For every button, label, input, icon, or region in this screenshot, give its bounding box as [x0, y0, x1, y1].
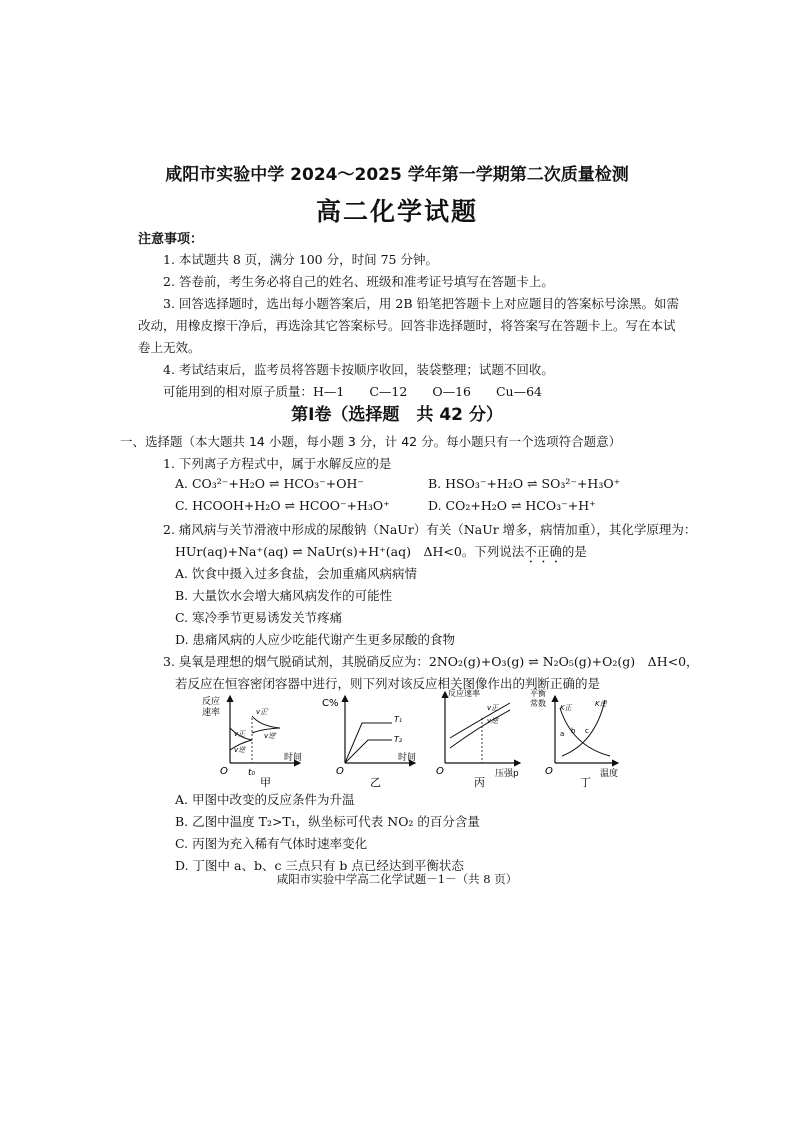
yi-t1-curve: [345, 723, 392, 763]
yi-origin: O: [336, 766, 344, 777]
bing-origin: O: [436, 766, 444, 777]
ding-xlabel: 温度: [600, 769, 619, 779]
note-item: 2. 答卷前，考生务必将自己的姓名、班级和准考证号填写在答题卡上。: [163, 274, 554, 289]
q2-option-b: B. 大量饮水会增大痛风病发作的可能性: [175, 588, 393, 603]
q3-stem-2: 若反应在恒容密闭容器中进行，则下列对该反应相关图像作出的判断正确的是: [175, 676, 601, 691]
graph-jia: [202, 695, 302, 788]
school-exam-title: 咸阳市实验中学 2024～2025 学年第一学期第二次质量检测: [165, 165, 629, 185]
bing-caption: 丙: [474, 776, 485, 788]
ding-point-a: a: [560, 730, 565, 738]
q2-option-c: C. 寒冷季节更易诱发关节疼痛: [175, 610, 343, 625]
ding-caption: 丁: [580, 776, 591, 788]
ding-origin: O: [545, 766, 553, 777]
jia-ylabel-2: 速率: [202, 708, 221, 718]
q1-option-b: B. HSO₃⁻+H₂O ⇌ SO₃²⁻+H₃O⁺: [428, 476, 621, 491]
ding-ylabel-2: 常数: [530, 699, 546, 708]
q3-stem: 3. 臭氧是理想的烟气脱硝试剂，其脱硝反应为：2NO₂(g)+O₃(g) ⇌ N₂O₅(g)+O₂(g) ΔH<0，: [163, 654, 699, 669]
jia-xlabel: 时间: [284, 753, 303, 763]
atomic-masses: 可能用到的相对原子质量：H—1 C—12 O—16 Cu—64: [163, 384, 542, 399]
part-heading: 一、选择题（本大题共 14 小题，每小题 3 分，计 42 分。每小题只有一个选项符合题意）: [120, 434, 622, 449]
q2-emphasis: 不正确: [524, 544, 562, 559]
ding-k-ni: K逆: [595, 700, 607, 708]
bing-v-zheng-curve: [450, 703, 510, 738]
jia-caption: 甲: [260, 776, 271, 788]
jia-v-zheng2-curve: [252, 716, 280, 728]
yi-xlabel: 时间: [398, 753, 417, 763]
q2-equation: [175, 542, 587, 566]
bing-ylabel: 反应速率: [448, 689, 480, 698]
q2-equation-tail: 的是: [561, 544, 587, 559]
q1-option-a: A. CO₃²⁻+H₂O ⇌ HCO₃⁻+OH⁻: [175, 476, 365, 491]
yi-ylabel: C%: [322, 698, 339, 709]
jia-origin: O: [220, 766, 228, 777]
bing-v-ni-curve: [450, 710, 510, 748]
page-footer: 咸阳市实验中学高二化学试题－1－（共 8 页）: [276, 872, 518, 886]
ding-point-c: c: [585, 727, 589, 735]
note-item: 改动，用橡皮擦干净后，再选涂其它答案标号。回答非选择题时，将答案写在答题卡上。写在本试: [138, 318, 676, 333]
yi-t1: T₁: [394, 715, 403, 724]
notes-heading: 注意事项：: [138, 232, 204, 247]
note-item: 卷上无效。: [138, 340, 201, 355]
yi-t2-curve: [345, 740, 392, 763]
q3-graphs: [200, 688, 620, 788]
section-heading: 第Ⅰ卷（选择题 共 42 分）: [291, 405, 503, 425]
q2-option-a: A. 饮食中摄入过多食盐，会加重痛风病病情: [175, 566, 417, 581]
q3-option-c: C. 丙图为充入稀有气体时速率变化: [175, 836, 368, 851]
jia-v-zheng: v正: [234, 730, 246, 738]
jia-v-ni: v逆: [234, 746, 246, 754]
q1-stem: 1. 下列离子方程式中，属于水解反应的是: [163, 456, 392, 471]
jia-t0: t₀: [248, 768, 256, 778]
yi-t2: T₂: [394, 735, 403, 744]
graph-yi: [322, 696, 416, 788]
jia-v-ni2: v逆′: [264, 732, 277, 740]
note-item: 1. 本试题共 8 页，满分 100 分，时间 75 分钟。: [163, 252, 438, 267]
graph-bing: [436, 688, 520, 788]
bing-v-ni: v逆: [487, 717, 499, 725]
exam-subject-title: 高二化学试题: [315, 197, 478, 226]
ding-k-zheng: K正: [560, 704, 572, 712]
ding-point-b: b: [571, 727, 576, 735]
bing-v-zheng: v正: [487, 704, 499, 712]
q2-stem: 2. 痛风病与关节滑液中形成的尿酸钠（NaUr）有关（NaUr 增多，病情加重），其化学原理为：: [163, 522, 697, 537]
graph-ding: [530, 688, 618, 788]
q1-option-d: D. CO₂+H₂O ⇌ HCO₃⁻+H⁺: [428, 498, 596, 513]
q2-option-d: D. 患痛风病的人应少吃能代谢产生更多尿酸的食物: [175, 632, 456, 647]
bing-xlabel: 压强p: [495, 769, 519, 779]
q1-option-c: C. HCOOH+H₂O ⇌ HCOO⁻+H₃O⁺: [175, 498, 390, 513]
note-item: 3. 回答选择题时，选出每小题答案后，用 2B 铅笔把答题卡上对应题目的答案标号涂黑。如需: [163, 296, 679, 311]
q2-equation-text: HUr(aq)+Na⁺(aq) ⇌ NaUr(s)+H⁺(aq) ΔH<0。下列说法: [175, 544, 525, 559]
jia-ylabel-1: 反应: [202, 697, 221, 707]
q3-option-a: A. 甲图中改变的反应条件为升温: [175, 792, 355, 807]
q3-option-b: B. 乙图中温度 T₂>T₁，纵坐标可代表 NO₂ 的百分含量: [175, 814, 480, 829]
note-item: 4. 考试结束后，监考员将答题卡按顺序收回，装袋整理；试题不回收。: [163, 362, 554, 377]
yi-caption: 乙: [370, 776, 381, 788]
ding-ylabel-1: 平衡: [530, 689, 546, 698]
q3-option-d: D. 丁图中 a、b、c 三点只有 b 点已经达到平衡状态: [175, 858, 464, 873]
jia-v-zheng2: v正′: [256, 708, 269, 716]
